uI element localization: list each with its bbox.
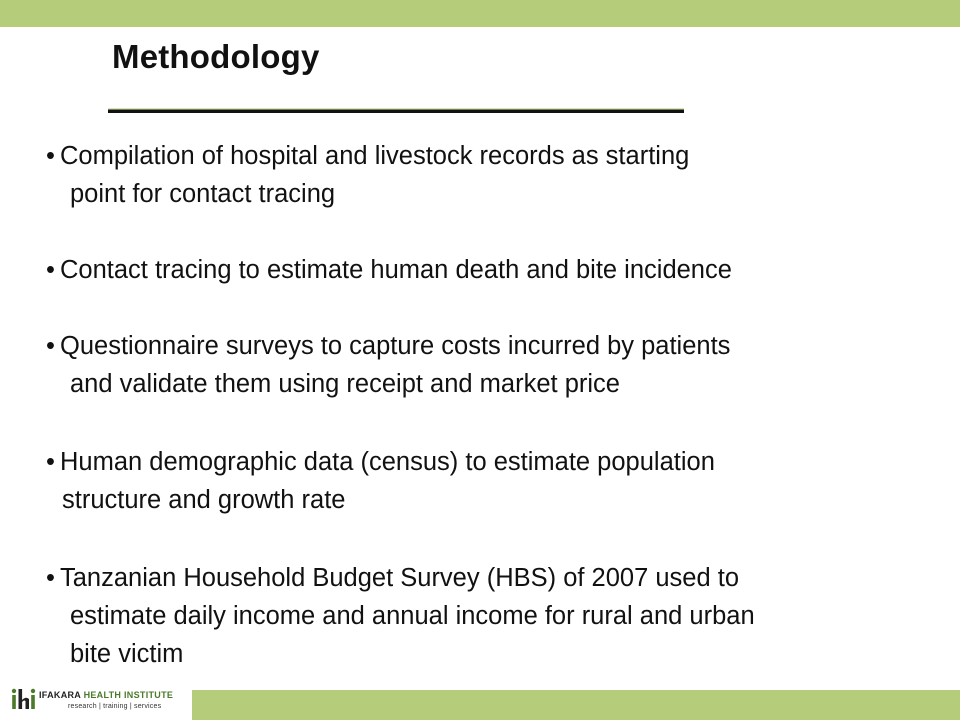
bullet-text-continued: estimate daily income and annual income for rural and urban (70, 602, 755, 630)
bullet-text: Tanzanian Household Budget Survey (HBS) of 2007 used to (60, 564, 740, 592)
bullet-text: Human demographic data (census) to estimate population (60, 448, 715, 476)
institute-logo (10, 686, 186, 718)
bullet-dot-icon: • (46, 448, 55, 476)
logo-name: IFAKARA HEALTH INSTITUTE (39, 690, 174, 700)
bullet-item (46, 137, 689, 213)
title-underline (108, 108, 684, 113)
bullet-text-continued: point for contact tracing (70, 180, 336, 208)
bottom-accent-bar (192, 690, 960, 720)
bullet-dot-icon: • (46, 142, 55, 170)
bullet-dot-icon: • (46, 332, 55, 360)
logo-tagline: research | training | services (68, 703, 162, 710)
bullet-text: Questionnaire surveys to capture costs incurred by patients (60, 332, 731, 360)
bullet-item (46, 443, 715, 519)
slide-title: Methodology (112, 38, 320, 75)
top-accent-bar (0, 0, 960, 27)
bullet-item (46, 251, 732, 289)
bullet-item (46, 327, 730, 403)
bullet-text-continued: bite victim (70, 640, 184, 668)
bullet-dot-icon: • (46, 564, 55, 592)
bullet-dot-icon: • (46, 256, 55, 284)
bullet-text-continued: structure and growth rate (62, 486, 346, 514)
bullet-text: Contact tracing to estimate human death and bite incidence (60, 256, 732, 284)
bullet-text: Compilation of hospital and livestock records as starting (60, 142, 690, 170)
bullet-text-continued: and validate them using receipt and market price (70, 370, 620, 398)
bullet-item (46, 559, 755, 673)
ihi-logo-icon (10, 686, 36, 716)
